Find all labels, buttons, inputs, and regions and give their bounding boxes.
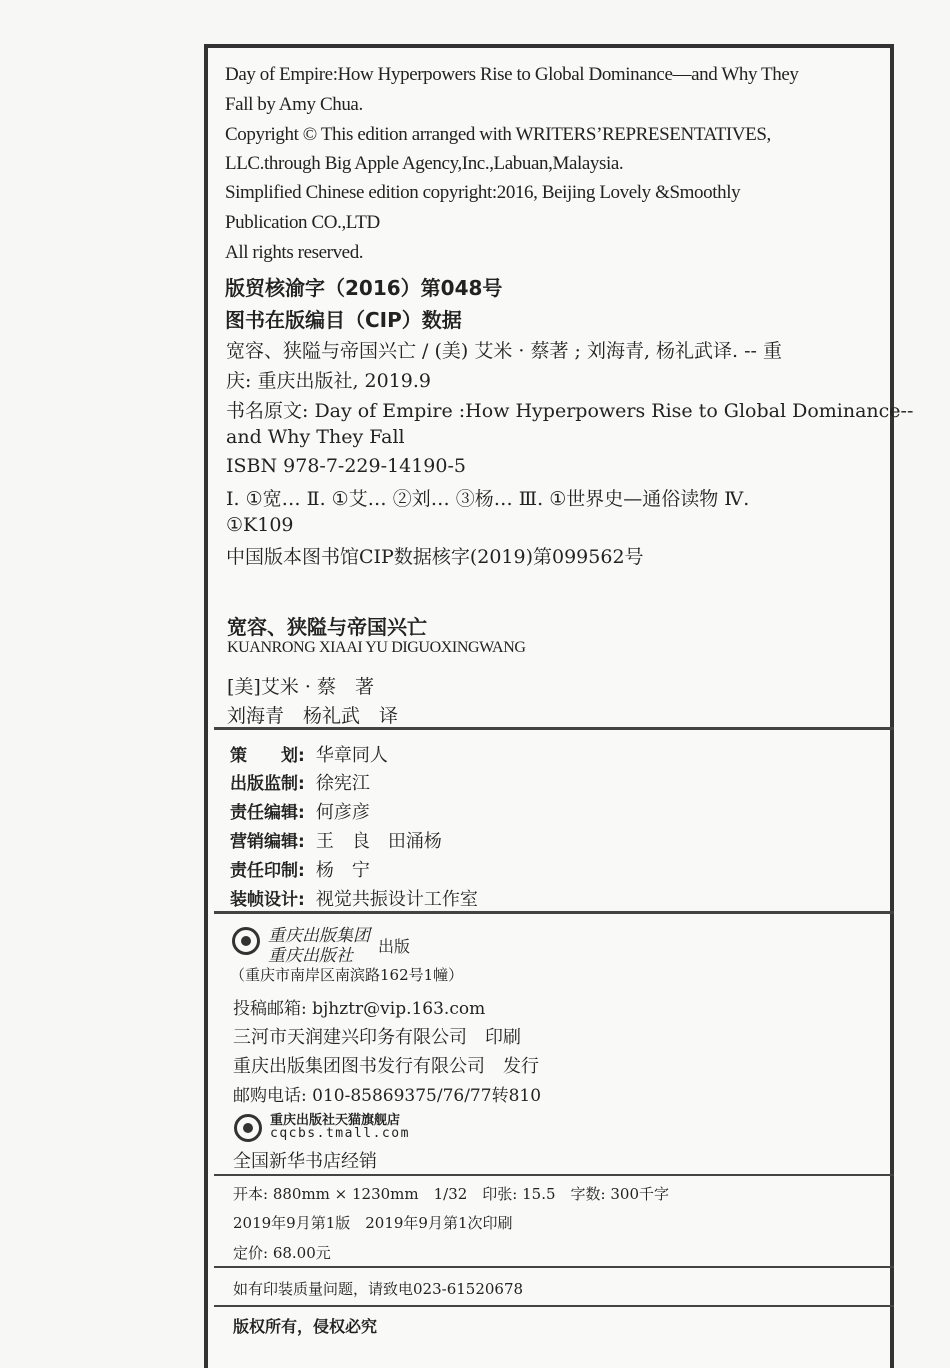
rights-notice: 版权所有，侵权必究 <box>233 1317 378 1336</box>
staff-value: 徐宪江 <box>315 773 370 794</box>
tmall-store-url: cqcbs.tmall.com <box>270 1126 410 1141</box>
cip-number: 中国版本图书馆CIP数据核字(2019)第099562号 <box>226 546 644 568</box>
sales-channel: 全国新华书店经销 <box>233 1151 377 1172</box>
cip-line: 书名原文: Day of Empire :How Hyperpowers Rise to Global Dominance-- <box>226 400 914 422</box>
cip-line: and Why They Fall <box>226 426 405 448</box>
staff-row <box>230 856 370 882</box>
book-title-pinyin: KUANRONG XIAAI YU DIGUOXINGWANG <box>227 639 526 656</box>
publisher-address: （重庆市南岸区南滨路162号1幢） <box>230 966 464 984</box>
staff-label: 出版监制: <box>230 774 305 794</box>
staff-label: 责任编辑: <box>230 803 305 823</box>
license-line: Copyright © This edition arranged with WRITERS’REPRESENTATIVES, <box>225 124 771 145</box>
classification: ①K109 <box>226 514 294 536</box>
edition-info: 2019年9月第1版 2019年9月第1次印刷 <box>233 1214 513 1232</box>
divider <box>214 727 894 730</box>
staff-label: 责任印制: <box>230 861 305 881</box>
translators: 刘海青 杨礼武 译 <box>227 705 399 727</box>
staff-row <box>230 741 388 767</box>
isbn: ISBN 978-7-229-14190-5 <box>226 455 466 477</box>
staff-row <box>230 827 442 853</box>
copyright-page-frame <box>204 44 914 1368</box>
cip-line: 庆: 重庆出版社, 2019.9 <box>226 370 432 392</box>
mail-order-phone: 邮购电话: 010-85869375/76/77转810 <box>233 1086 542 1106</box>
publisher-suffix: 出版 <box>378 937 411 956</box>
divider <box>214 911 894 914</box>
divider <box>214 1305 894 1307</box>
license-line: All rights reserved. <box>225 242 364 263</box>
quality-notice: 如有印装质量问题，请致电023-61520678 <box>233 1280 524 1298</box>
author: [美]艾米 · 蔡 著 <box>227 676 374 698</box>
book-title: 宽容、狭隘与帝国兴亡 <box>227 615 427 639</box>
staff-label: 营销编辑: <box>230 832 305 852</box>
license-line: Day of Empire:How Hyperpowers Rise to Global Dominance—and Why They <box>225 64 799 85</box>
staff-value: 华章同人 <box>315 745 388 766</box>
cip-heading: 图书在版编目（CIP）数据 <box>225 308 462 332</box>
printer: 三河市天润建兴印务有限公司 印刷 <box>233 1027 521 1048</box>
classification: Ⅰ. ①宽… Ⅱ. ①艾… ②刘… ③杨… Ⅲ. ①世界史—通俗读物 Ⅳ. <box>226 488 750 510</box>
staff-value: 王 良 田涌杨 <box>315 831 442 852</box>
publisher-logo-icon <box>232 927 260 955</box>
divider <box>214 1266 894 1268</box>
tmall-store-icon <box>234 1114 262 1142</box>
staff-row <box>230 769 370 795</box>
format-specs: 开本: 880mm × 1230mm 1/32 印张: 15.5 字数: 300千字 <box>233 1185 669 1203</box>
divider <box>214 1174 894 1176</box>
staff-value: 杨 宁 <box>315 860 370 881</box>
staff-row <box>230 885 478 911</box>
license-line: Simplified Chinese edition copyright:2016, Beijing Lovely &Smoothly <box>225 182 741 203</box>
cip-line: 宽容、狭隘与帝国兴亡 / (美) 艾米 · 蔡著 ; 刘海青, 杨礼武译. -- 重 <box>226 340 782 362</box>
license-line: LLC.through Big Apple Agency,Inc.,Labuan,Malaysia. <box>225 153 624 174</box>
staff-label: 策 划: <box>230 746 305 766</box>
contract-number: 版贸核渝字（2016）第048号 <box>225 276 503 300</box>
license-line: Fall by Amy Chua. <box>225 94 363 115</box>
price: 定价: 68.00元 <box>233 1244 331 1262</box>
staff-value: 视觉共振设计工作室 <box>315 889 478 910</box>
tmall-store-name: 重庆出版社天猫旗舰店 <box>270 1113 401 1128</box>
distributor: 重庆出版集团图书发行有限公司 发行 <box>233 1056 539 1077</box>
submission-email: 投稿邮箱: bjhztr@vip.163.com <box>233 999 486 1019</box>
staff-label: 装帧设计: <box>230 890 305 910</box>
staff-row <box>230 798 370 824</box>
license-line: Publication CO.,LTD <box>225 212 380 233</box>
publisher-group-name: 重庆出版集团 <box>268 926 370 946</box>
publisher-name: 重庆出版社 <box>268 946 353 966</box>
staff-value: 何彦彦 <box>315 802 370 823</box>
